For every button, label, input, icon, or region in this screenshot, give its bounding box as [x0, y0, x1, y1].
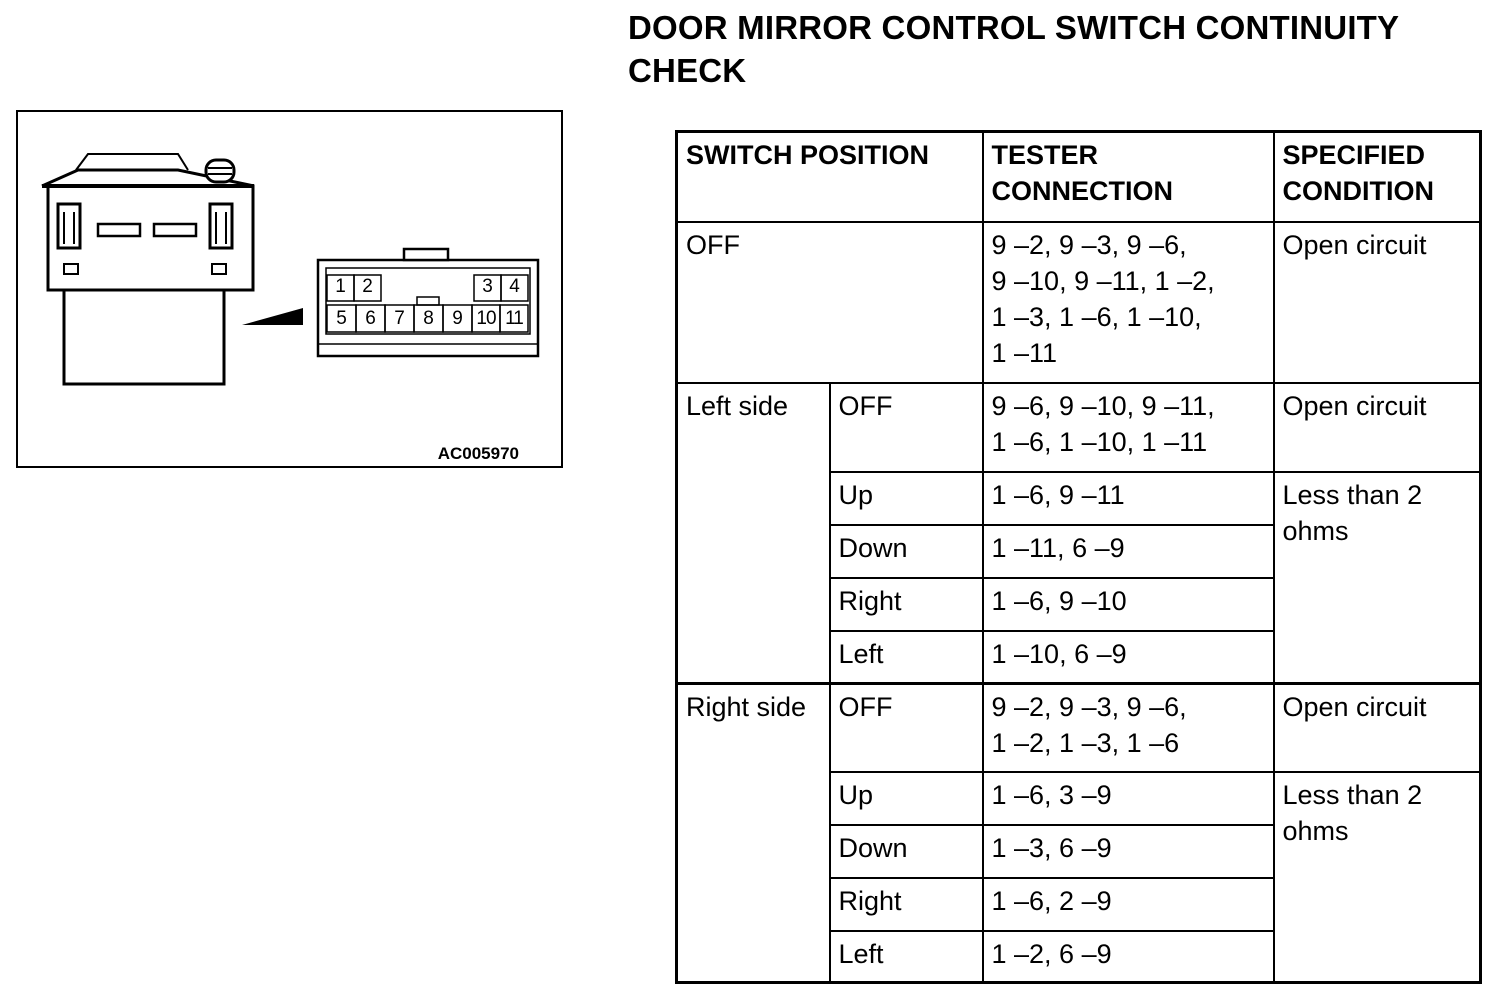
connection-cell: 9 –6, 9 –10, 9 –11, 1 –6, 1 –10, 1 –11 [983, 383, 1274, 472]
table-row [677, 383, 1481, 472]
pin-label: 5 [336, 308, 347, 329]
connection-cell: 1 –10, 6 –9 [983, 631, 1274, 684]
position-cell: Down [830, 825, 983, 878]
continuity-table [675, 130, 1482, 984]
position-cell: Right [830, 578, 983, 631]
pin-label: 6 [365, 308, 376, 329]
pin-label: 10 [476, 308, 496, 329]
position-cell: Left [830, 631, 983, 684]
connection-cell: 1 –6, 9 –10 [983, 578, 1274, 631]
condition-cell: Less than 2 ohms [1274, 772, 1481, 983]
side-label-left: Left side [677, 383, 830, 684]
figure-code: AC005970 [437, 444, 519, 463]
pin-label: 8 [423, 308, 434, 329]
connection-cell: 9 –2, 9 –3, 9 –6, 1 –2, 1 –3, 1 –6 [983, 684, 1274, 772]
position-cell: OFF [830, 383, 983, 472]
pin-label: 7 [394, 308, 405, 329]
connection-cell: 1 –3, 6 –9 [983, 825, 1274, 878]
pin-label: 11 [505, 308, 523, 329]
condition-cell: Open circuit [1274, 383, 1481, 472]
page-title: DOOR MIRROR CONTROL SWITCH CONTINUITY CHECK [628, 9, 1399, 89]
condition-cell: Open circuit [1274, 684, 1481, 772]
position-cell: Down [830, 525, 983, 578]
side-label-right: Right side [677, 684, 830, 983]
pin-label: 2 [362, 276, 373, 297]
pin-label: 1 [335, 276, 346, 297]
position-cell: Up [830, 772, 983, 825]
table-row [677, 684, 1481, 772]
pin-label: 3 [482, 276, 493, 297]
condition-cell: Open circuit [1274, 222, 1481, 383]
connector-figure [16, 110, 563, 468]
pin-label: 9 [452, 308, 463, 329]
pin-label: 4 [509, 276, 520, 297]
header-switch-position: SWITCH POSITION [677, 132, 983, 222]
table-row [677, 222, 1481, 383]
header-tester-connection: TESTER CONNECTION [983, 132, 1274, 222]
position-cell: Right [830, 878, 983, 931]
connection-cell: 1 –6, 2 –9 [983, 878, 1274, 931]
position-cell: OFF [830, 684, 983, 772]
condition-cell: Less than 2 ohms [1274, 472, 1481, 684]
position-cell: OFF [677, 222, 983, 383]
header-row [677, 132, 1481, 222]
position-cell: Left [830, 931, 983, 983]
connection-cell: 1 –11, 6 –9 [983, 525, 1274, 578]
connection-cell: 1 –2, 6 –9 [983, 931, 1274, 983]
position-cell: Up [830, 472, 983, 525]
connection-cell: 1 –6, 3 –9 [983, 772, 1274, 825]
connection-cell: 1 –6, 9 –11 [983, 472, 1274, 525]
connection-cell: 9 –2, 9 –3, 9 –6, 9 –10, 9 –11, 1 –2, 1 –3, 1 –6, 1 –10, 1 –11 [983, 222, 1274, 383]
header-specified-condition: SPECIFIED CONDITION [1274, 132, 1481, 222]
